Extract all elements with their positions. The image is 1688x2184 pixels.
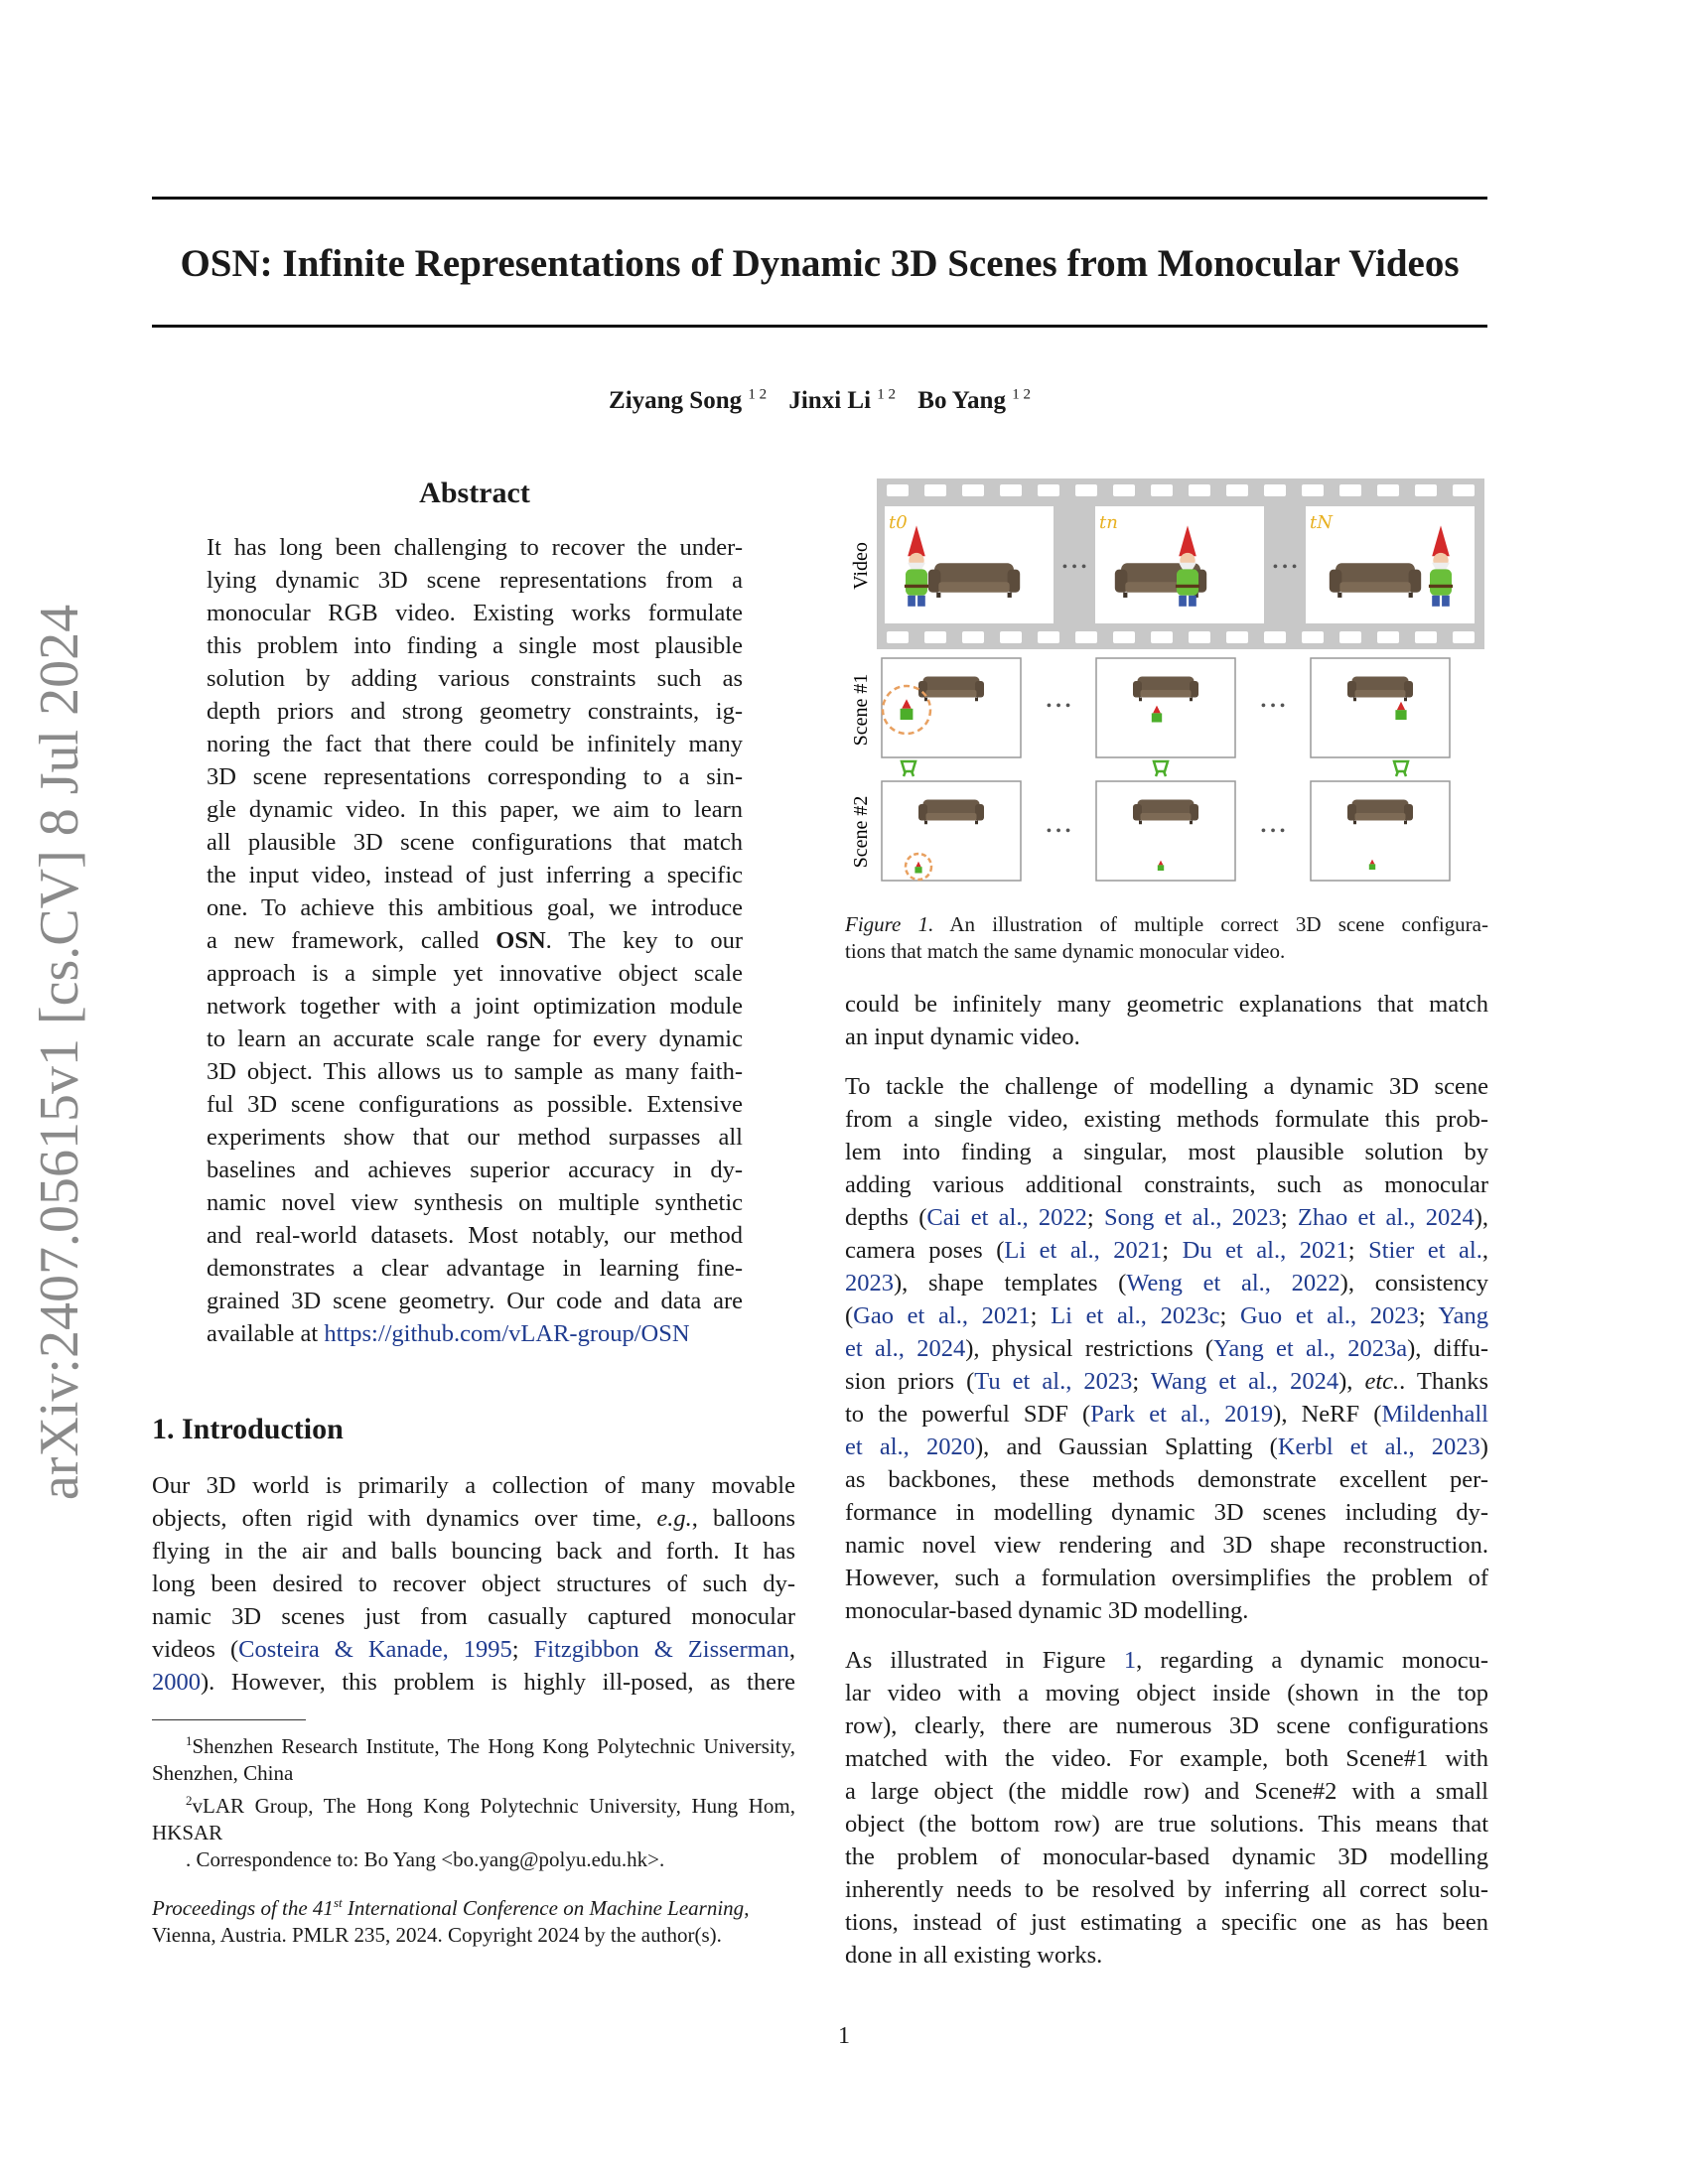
paragraph-line: row), clearly, there are numerous 3D scene configurations [845, 1712, 1488, 1739]
paragraph-line: namic novel view rendering and 3D shape reconstruction. [845, 1532, 1488, 1559]
paragraph-line: et al., 2024), physical restrictions (Yang et al., 2023a), diffu- [845, 1335, 1489, 1362]
author: Ziyang Song $^{1 2}$ [609, 387, 768, 415]
intro-line: namic 3D scenes just from casually captured monocular [152, 1603, 795, 1630]
abstract-line: one. To achieve this ambitious goal, we introduce [207, 894, 743, 921]
abstract-line: It has long been challenging to recover the under- [207, 534, 743, 561]
paragraph-line: depths (Cai et al., 2022; Song et al., 2023; Zhao et al., 2024), [845, 1204, 1488, 1231]
paragraph-line: could be infinitely many geometric explanations that match [845, 991, 1488, 1018]
figure-1-caption [845, 911, 1488, 965]
paragraph-line: et al., 2020), and Gaussian Splatting (Kerbl et al., 2023) [845, 1433, 1488, 1460]
proceedings-venue: Proceedings of the 41st International Conference on Machine Learning [152, 1895, 745, 1920]
abstract-line: this problem into finding a single most plausible [207, 632, 743, 659]
abstract-heading: Abstract [419, 477, 530, 509]
abstract-line: experiments show that our method surpasses all [207, 1124, 743, 1151]
abstract-line: solution by adding various constraints such as [207, 665, 743, 692]
scene-2-row [882, 781, 1450, 881]
figure-1 [845, 477, 1488, 893]
abstract-line: monocular RGB video. Existing works formulate [207, 600, 743, 626]
right-column-text [845, 988, 1488, 1972]
abstract-line: network together with a joint optimization module [207, 993, 743, 1020]
video-ellipsis: • • • [1061, 559, 1087, 576]
abstract-line: approach is a simple yet innovative object scale [207, 960, 743, 987]
abstract-line: grained 3D scene geometry. Our code and data are [207, 1288, 743, 1314]
scene-1-row [882, 658, 1450, 776]
intro-line: objects, often rigid with dynamics over time, e.g., balloons [152, 1505, 795, 1532]
row-label-scene-1: Scene #1 [850, 673, 872, 747]
introduction-heading: 1. Introduction [152, 1413, 344, 1445]
caption-line: tions that match the same dynamic monocular video. [845, 939, 1286, 963]
abstract-line: 3D scene representations corresponding to a sin- [207, 763, 743, 790]
abstract-line: to learn an accurate scale range for every dynamic [207, 1025, 743, 1052]
paragraph-line: from a single video, existing methods formulate this prob- [845, 1106, 1488, 1133]
paragraph-line: as backbones, these methods demonstrate excellent per- [845, 1466, 1488, 1493]
paragraph-line: inherently needs to be resolved by inferring all correct solu- [845, 1876, 1488, 1903]
abstract-line: namic novel view synthesis on multiple synthetic [207, 1189, 743, 1216]
author: Jinxi Li $^{1 2}$ [788, 387, 897, 415]
abstract-line: ful 3D scene configurations as possible. Extensive [207, 1091, 743, 1118]
paragraph-line: an input dynamic video. [845, 1024, 1080, 1050]
paragraph-line: monocular-based dynamic 3D modelling. [845, 1597, 1249, 1624]
footnote-rule [152, 1719, 306, 1720]
paragraph-line: As illustrated in Figure 1, regarding a dynamic monocu- [845, 1647, 1488, 1674]
paragraph-line: To tackle the challenge of modelling a dynamic 3D scene [845, 1073, 1488, 1100]
paragraph-line: However, such a formulation oversimplifies the problem of [845, 1565, 1488, 1591]
paragraph [845, 988, 1488, 1053]
author-list [152, 387, 1487, 415]
paper-title: OSN: Infinite Representations of Dynamic 3D Scenes from Monocular Videos [180, 242, 1460, 285]
arxiv-margin-stamp: arXiv:2407.05615v1 [cs.CV] 8 Jul 2024 [29, 604, 90, 1501]
footnote-1: $^1$Shenzhen Research Institute, The Hong Kong Polytechnic University, Shenzhen, China [152, 1733, 795, 1785]
abstract-line: the input video, instead of just inferring a specific [207, 862, 743, 888]
row-label-scene-2: Scene #2 [850, 795, 872, 869]
paragraph-line: object (the bottom row) are true solutions. This means that [845, 1811, 1488, 1838]
abstract-line: noring the fact that there could be infinitely many [207, 731, 743, 757]
code-link[interactable]: https://github.com/vLAR-group/OSN [324, 1320, 690, 1347]
abstract-line: 3D object. This allows us to sample as many faith- [207, 1058, 743, 1085]
abstract-line: gle dynamic video. In this paper, we aim to learn [207, 796, 743, 823]
footnotes [152, 1727, 795, 1873]
paragraph-line: done in all existing works. [845, 1942, 1103, 1969]
abstract-line: baselines and achieves superior accuracy in dy- [207, 1157, 743, 1183]
footnote-2: $^2$vLAR Group, The Hong Kong Polytechnic University, Hung Hom, HKSAR [152, 1793, 795, 1844]
paragraph-line: sion priors (Tu et al., 2023; Wang et al., 2024), etc.. Thanks [845, 1368, 1488, 1395]
title-top-rule [152, 197, 1487, 200]
abstract-line: all plausible 3D scene configurations that match [207, 829, 743, 856]
paragraph-line: the problem of monocular-based dynamic 3D modelling [845, 1843, 1488, 1870]
paragraph-line: to the powerful SDF (Park et al., 2019), NeRF (Mildenhall [845, 1401, 1488, 1428]
paragraph [845, 1644, 1488, 1972]
time-label-tn: tn [1099, 512, 1118, 533]
intro-line: flying in the air and balls bouncing back and forth. It has [152, 1538, 795, 1565]
proceedings-note: Proceedings of the 41st International Conference on Machine Learning, Vienna, Austria. PMLR 235, 2024. Copyright 2024 by the author(s). [152, 1895, 750, 1947]
paragraph-line: (Gao et al., 2021; Li et al., 2023c; Guo et al., 2023; Yang [845, 1302, 1489, 1329]
abstract-line: and real-world datasets. Most notably, our method [207, 1222, 743, 1249]
paragraph-line: lar video with a moving object inside (shown in the top [845, 1680, 1488, 1706]
scene-1-ellipsis: • • • [1260, 698, 1286, 715]
introduction-body [152, 1469, 795, 1699]
paragraph-line: 2023), shape templates (Weng et al., 2022), consistency [845, 1270, 1488, 1297]
paragraph-line: a large object (the middle row) and Scene#2 with a small [845, 1778, 1488, 1805]
scene-1-ellipsis: • • • [1046, 698, 1071, 715]
time-label-t0: t0 [889, 512, 908, 533]
scene-2-ellipsis: • • • [1046, 823, 1071, 840]
video-ellipsis: • • • [1272, 559, 1298, 576]
page-number: 1 [838, 2023, 850, 2049]
correspondence-note: . Correspondence to: Bo Yang <bo.yang@polyu.edu.hk>. [186, 1847, 665, 1871]
paragraph-line: camera poses (Li et al., 2021; Du et al., 2021; Stier et al., [845, 1237, 1488, 1264]
title-bottom-rule [152, 325, 1487, 328]
time-label-tN: tN [1310, 512, 1333, 533]
paragraph [845, 1070, 1488, 1627]
abstract-line: available at https://github.com/vLAR-group/OSN [207, 1320, 690, 1347]
intro-line: long been desired to recover object structures of such dy- [152, 1570, 795, 1597]
paragraph-line: tions, instead of just estimating a specific one as has been [845, 1909, 1488, 1936]
abstract-body [207, 531, 743, 1350]
paragraph-line: adding various additional constraints, such as monocular [845, 1171, 1488, 1198]
caption-line: Figure 1. An illustration of multiple correct 3D scene configura- [845, 912, 1488, 936]
abstract-line: a new framework, called OSN. The key to our [207, 927, 743, 954]
intro-line: 2000). However, this problem is highly ill-posed, as there [152, 1669, 795, 1696]
row-label-video: Video [850, 542, 872, 590]
paragraph-line: matched with the video. For example, both Scene#1 with [845, 1745, 1488, 1772]
paragraph-line: lem into finding a singular, most plausible solution by [845, 1139, 1488, 1165]
abstract-line: demonstrates a clear advantage in learning fine- [207, 1255, 743, 1282]
intro-line: Our 3D world is primarily a collection of many movable [152, 1472, 795, 1499]
author: Bo Yang $^{1 2}$ [917, 387, 1031, 415]
video-filmstrip [877, 478, 1484, 649]
abstract-line: lying dynamic 3D scene representations from a [207, 567, 743, 594]
intro-line: videos (Costeira & Kanade, 1995; Fitzgibbon & Zisserman, [152, 1636, 795, 1663]
abstract-line: depth priors and strong geometry constraints, ig- [207, 698, 743, 725]
paragraph-line: formance in modelling dynamic 3D scenes including dy- [845, 1499, 1488, 1526]
scene-2-ellipsis: • • • [1260, 823, 1286, 840]
